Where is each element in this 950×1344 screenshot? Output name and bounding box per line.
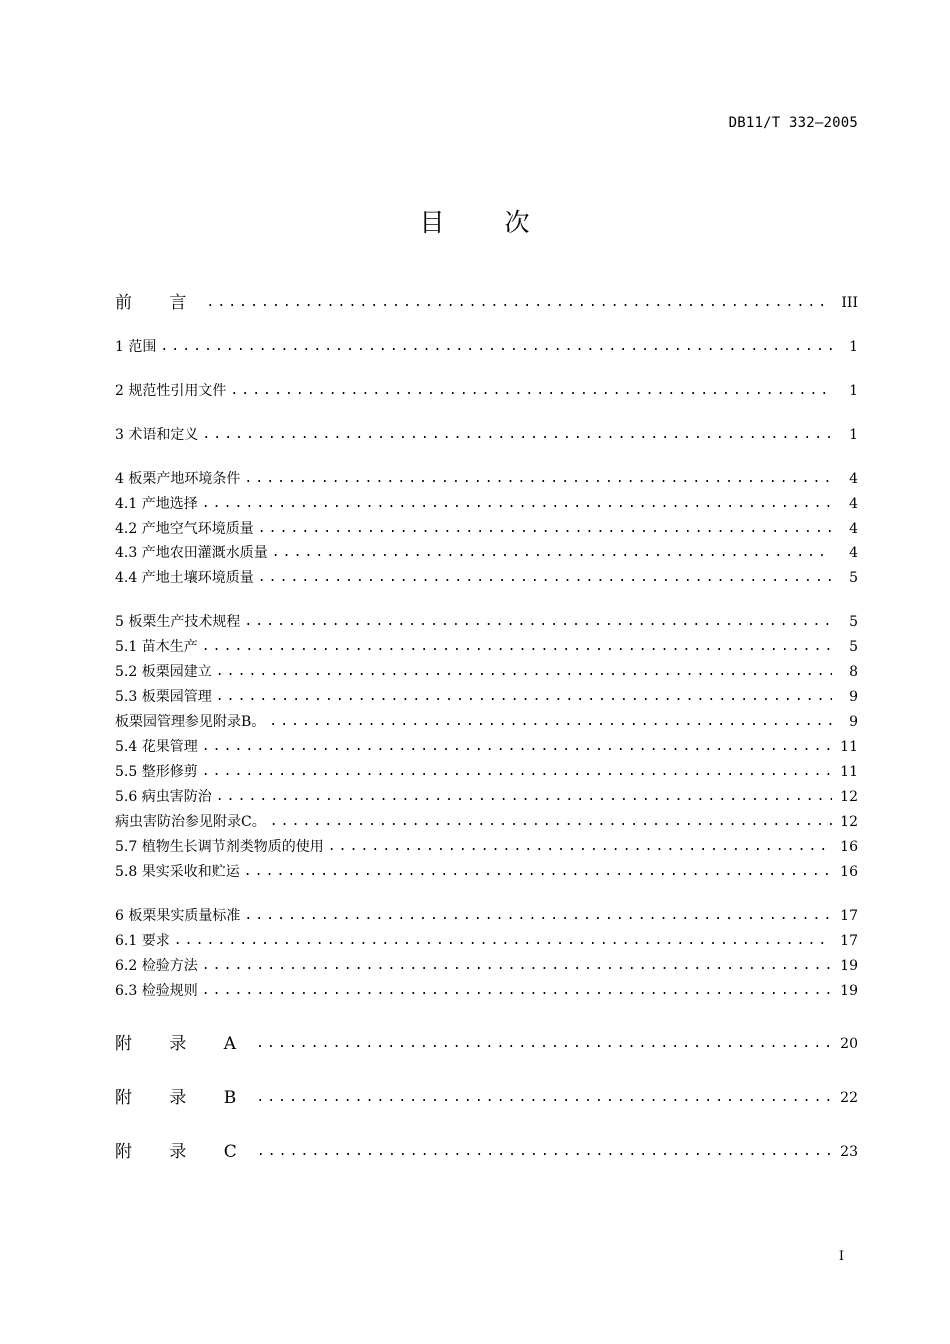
dot-leader — [256, 1033, 832, 1055]
toc-entry-page: 11 — [840, 739, 858, 755]
dot-leader — [216, 661, 832, 683]
toc-entry-page: 17 — [840, 908, 858, 924]
toc-entry-page: 11 — [840, 764, 858, 780]
toc-entry-page: 5 — [849, 614, 858, 630]
toc-entry[interactable] — [115, 761, 858, 783]
toc-entry-label: 6.1 要求 — [115, 933, 170, 949]
dot-leader — [230, 380, 832, 402]
toc-entry[interactable] — [115, 424, 858, 446]
toc-entry-page: 4 — [849, 521, 858, 537]
toc-entry-label: 5.2 板栗园建立 — [115, 664, 212, 680]
toc-entry[interactable] — [115, 567, 858, 589]
toc-entry-label: 4 板栗产地环境条件 — [115, 471, 241, 487]
dot-leader — [244, 468, 832, 490]
dot-leader — [202, 955, 832, 977]
toc-entry-label: 4.4 产地土壤环境质量 — [115, 570, 254, 586]
toc-entry-label: 前 言 — [115, 293, 203, 313]
toc-entry-label: 5.8 果实采收和贮运 — [115, 864, 240, 880]
toc-entry-page: 19 — [840, 958, 858, 974]
toc-entry[interactable] — [115, 686, 858, 708]
dot-leader — [202, 636, 832, 658]
dot-leader — [160, 336, 832, 358]
toc-entry[interactable] — [115, 493, 858, 515]
toc-entry-page: 5 — [849, 570, 858, 586]
dot-leader — [202, 424, 832, 446]
toc-entry-page: 22 — [840, 1090, 858, 1106]
toc-entry-label: 5.1 苗木生产 — [115, 639, 198, 655]
toc-entry[interactable] — [115, 661, 858, 683]
toc-entry-page: 23 — [840, 1144, 858, 1160]
toc-entry-label: 5.3 板栗园管理 — [115, 689, 212, 705]
toc-entry-page: 9 — [849, 689, 858, 705]
toc-entry-page: 9 — [849, 714, 858, 730]
toc-entry-page: 12 — [840, 814, 858, 830]
toc-entry[interactable] — [115, 636, 858, 658]
toc-entry-page: 1 — [849, 339, 858, 355]
toc-entry-label: 4.1 产地选择 — [115, 496, 198, 512]
toc-entry[interactable] — [115, 611, 858, 633]
toc-entry-page: III — [841, 295, 858, 311]
toc-entry-appendix-c[interactable] — [115, 1141, 858, 1163]
toc-entry-label: 3 术语和定义 — [115, 427, 199, 443]
toc-entry-page: 5 — [849, 639, 858, 655]
dot-leader — [258, 567, 832, 589]
toc-entry[interactable] — [115, 518, 858, 540]
toc-entry-page: 12 — [840, 789, 858, 805]
dot-leader — [258, 518, 832, 540]
toc-entry-label: 5.7 植物生长调节剂类物质的使用 — [115, 839, 324, 855]
page-number: I — [838, 1249, 844, 1264]
toc-entry-page: 1 — [849, 383, 858, 399]
toc-entry-label: 5.5 整形修剪 — [115, 764, 198, 780]
toc-entry-appendix-b[interactable] — [115, 1087, 858, 1109]
dot-leader — [202, 493, 832, 515]
toc-entry[interactable] — [115, 836, 858, 858]
dot-leader — [269, 711, 832, 733]
toc-entry-page: 1 — [849, 427, 858, 443]
toc-entry[interactable] — [115, 336, 858, 358]
toc-entry-label: 2 规范性引用文件 — [115, 383, 227, 399]
toc-entry[interactable] — [115, 980, 858, 1002]
toc-entry-page: 20 — [840, 1036, 858, 1052]
toc-entry[interactable] — [115, 786, 858, 808]
toc-entry[interactable] — [115, 736, 858, 758]
dot-leader — [216, 686, 832, 708]
toc-entry-label: 附 录 C — [115, 1142, 253, 1162]
toc-entry[interactable] — [115, 380, 858, 402]
dot-leader — [202, 736, 832, 758]
toc-entry[interactable] — [115, 930, 858, 952]
toc-entry-appendix-a[interactable] — [115, 1033, 858, 1055]
toc-entry[interactable] — [115, 811, 858, 833]
toc-entry[interactable] — [115, 955, 858, 977]
toc-entry-label: 5.6 病虫害防治 — [115, 789, 212, 805]
dot-leader — [257, 1141, 832, 1163]
toc-entry[interactable] — [115, 711, 858, 733]
toc-entry-page: 4 — [849, 496, 858, 512]
toc-entry-label: 板栗园管理参见附录B。 — [115, 714, 266, 730]
toc-entry-label: 附 录 B — [115, 1088, 253, 1108]
toc-entry-label: 附 录 A — [115, 1034, 253, 1054]
dot-leader — [174, 930, 832, 952]
toc-entry-label: 病虫害防治参见附录C。 — [115, 814, 266, 830]
dot-leader — [244, 861, 832, 883]
dot-leader — [256, 1087, 832, 1109]
toc-entry-page: 16 — [840, 839, 858, 855]
toc-entry-page: 4 — [849, 471, 858, 487]
toc-entry-label: 4.2 产地空气环境质量 — [115, 521, 254, 537]
toc-entry-label: 4.3 产地农田灌溉水质量 — [115, 545, 268, 561]
dot-leader — [244, 611, 832, 633]
toc-entry-label: 6.2 检验方法 — [115, 958, 198, 974]
dot-leader — [206, 292, 832, 314]
toc-entry[interactable] — [115, 905, 858, 927]
toc-title: 目 次 — [419, 208, 556, 237]
dot-leader — [272, 542, 832, 564]
toc-entry-label: 6.3 检验规则 — [115, 983, 198, 999]
toc-entry-label: 1 范围 — [115, 339, 157, 355]
toc-entry-page: 16 — [840, 864, 858, 880]
document-code: DB11/T 332—2005 — [728, 115, 858, 131]
dot-leader — [202, 980, 832, 1002]
toc-entry-page: 17 — [840, 933, 858, 949]
toc-entry[interactable] — [115, 542, 858, 564]
dot-leader — [328, 836, 832, 858]
toc-entry-page: 8 — [849, 664, 858, 680]
dot-leader — [202, 761, 832, 783]
toc-entry-label: 5 板栗生产技术规程 — [115, 614, 241, 630]
toc-entry-page: 4 — [849, 545, 858, 561]
toc-entry-label: 6 板栗果实质量标准 — [115, 908, 241, 924]
dot-leader — [270, 811, 832, 833]
dot-leader — [216, 786, 832, 808]
toc-entry-page: 19 — [840, 983, 858, 999]
toc-entry[interactable] — [115, 861, 858, 883]
toc-entry-foreword[interactable] — [115, 292, 858, 314]
dot-leader — [244, 905, 832, 927]
toc-entry-label: 5.4 花果管理 — [115, 739, 198, 755]
toc-entry[interactable] — [115, 468, 858, 490]
